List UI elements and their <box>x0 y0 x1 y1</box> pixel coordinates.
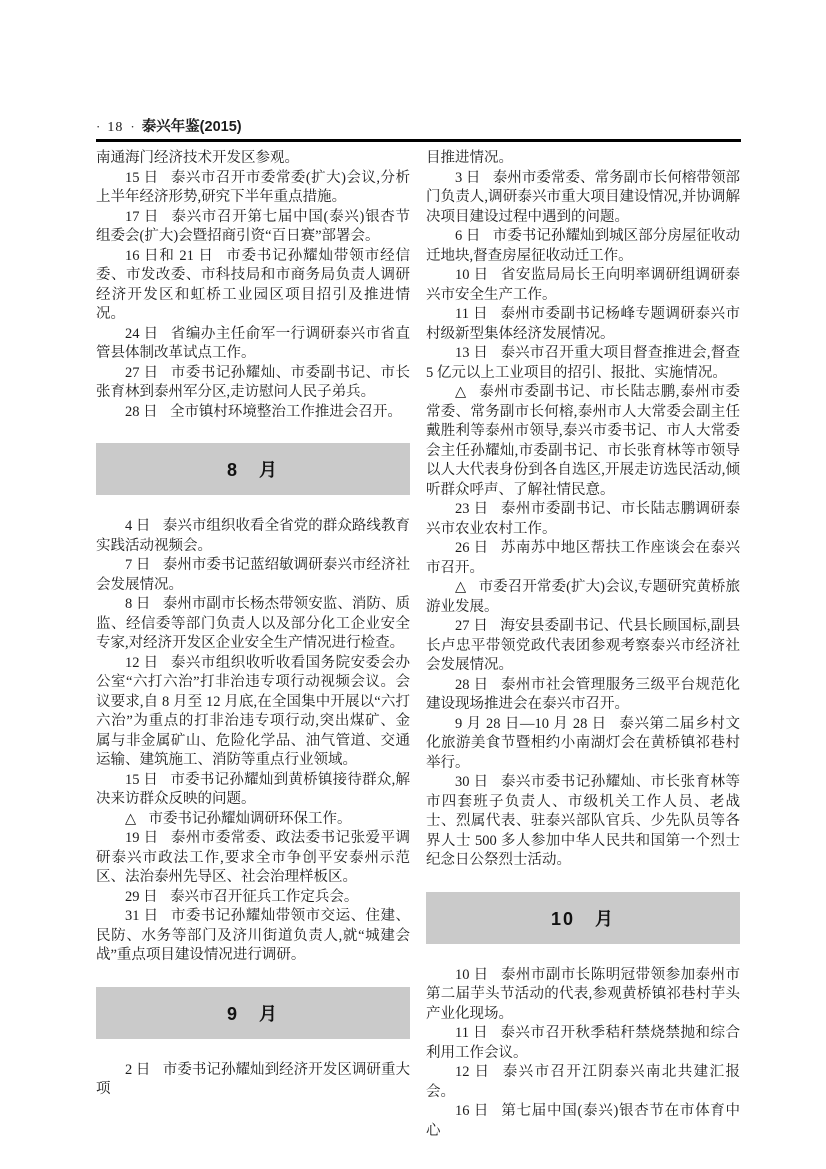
chronicle-entry <box>426 773 740 871</box>
chronicle-entry <box>426 539 740 578</box>
page-content <box>96 149 741 1141</box>
entry-text: 泰兴市组织收看全省党的群众路线教育实践活动视频会。 <box>96 518 411 554</box>
entry-date: 19 日 <box>125 830 159 846</box>
entry-date: 27 日 <box>125 364 159 381</box>
entry-text: 泰州市副市长杨杰带领安监、消防、质监、经信委等部门负责人以及部分化工企业安全专家,对经济开发区企业安全生产情况进行检查。 <box>96 596 411 651</box>
entry-date: 23 日 <box>455 501 489 517</box>
entry-text: 泰州市委书记蓝绍敏调研泰兴市经济社会发展情况。 <box>96 557 411 593</box>
entry-date: 17 日 <box>125 208 160 225</box>
entry-text: 市委书记孙耀灿带领市交运、住建、民防、水务等部门及济川街道负责人,就“城建会战”重点项目建设情况进行调研。 <box>96 908 411 963</box>
entry-date: 28 日 <box>455 676 489 693</box>
chronicle-entry <box>96 325 410 364</box>
chronicle-entry <box>426 1063 740 1102</box>
entry-date: 4 日 <box>125 518 151 534</box>
entry-date: △ <box>455 579 467 595</box>
entry-text: 市委召开常委(扩大)会议,专题研究黄桥旅游业发展。 <box>426 579 741 615</box>
page-number: 18 <box>107 120 124 135</box>
entry-text: 泰兴市召开重大项目督查推进会,督查 5 亿元以上工业项目的招引、报批、实施情况。 <box>426 345 741 381</box>
entry-text: 泰州市委副书记、市长陆志鹏调研泰兴市农业农村工作。 <box>426 501 741 537</box>
entry-date: 12 日 <box>125 654 159 671</box>
book-title: 泰兴年鉴(2015) <box>141 119 242 135</box>
right-column <box>426 149 740 1141</box>
entry-date: △ <box>125 810 137 827</box>
chronicle-entry <box>426 383 740 500</box>
month-header: 8 月 <box>96 443 410 495</box>
entry-date: 16 日 <box>455 1103 490 1119</box>
entry-text: 泰州市委副书记杨峰专题调研泰兴市村级新型集体经济发展情况。 <box>426 306 741 342</box>
chronicle-entry <box>96 654 410 771</box>
entry-text: 省安监局局长王向明率调研组调研泰兴市安全生产工作。 <box>426 267 741 303</box>
entry-date: 24 日 <box>125 325 159 342</box>
entry-text: 市委书记孙耀灿、市委副书记、市长张育林到泰州军分区,走访慰问人民子弟兵。 <box>96 364 411 400</box>
entry-text: 泰兴第二届乡村文化旅游美食节暨相约小南湖灯会在黄桥镇祁巷村举行。 <box>426 715 740 771</box>
entry-text: 南通海门经济技术开发区参观。 <box>96 150 299 166</box>
entry-date: 9 月 28 日—10 月 28 日 <box>455 715 607 732</box>
chronicle-entry <box>426 1024 740 1063</box>
header-dot: · <box>96 119 101 134</box>
entry-text: 泰州市社会管理服务三级平台规范化建设现场推进会在泰兴市召开。 <box>426 676 741 712</box>
chronicle-entry <box>96 247 410 325</box>
chronicle-entry <box>96 364 410 403</box>
entry-date: 16 日和 21 日 <box>125 247 214 264</box>
entry-text: 第七届中国(泰兴)银杏节在市体育中心 <box>426 1103 741 1139</box>
entry-date: 8 日 <box>125 596 151 612</box>
chronicle-entry <box>426 1102 740 1141</box>
chronicle-entry <box>96 208 410 247</box>
entry-date: 3 日 <box>455 169 481 186</box>
entry-text: 泰兴市召开第七届中国(泰兴)银杏节组委会(扩大)会暨招商引资“百日赛”部署会。 <box>96 208 411 244</box>
entry-text: 苏南苏中地区帮扶工作座谈会在泰兴市召开。 <box>426 540 741 576</box>
entry-date: 15 日 <box>125 771 159 788</box>
chronicle-entry <box>426 715 740 774</box>
entry-text: 泰兴市召开江阴泰兴南北共建汇报会。 <box>426 1064 741 1100</box>
entry-date: 2 日 <box>125 1061 151 1078</box>
entry-text: 全市镇村环境整治工作推进会召开。 <box>169 403 402 420</box>
entry-date: 29 日 <box>125 888 158 905</box>
entry-date: 30 日 <box>455 774 489 790</box>
entry-date: 15 日 <box>125 169 159 186</box>
entry-text: 市委书记孙耀灿到城区部分房屋征收动迁地块,督查房屋征收动迁工作。 <box>426 228 741 264</box>
entry-text: 泰兴市召开秋季秸秆禁烧禁抛和综合利用工作会议。 <box>426 1025 741 1061</box>
chronicle-entry <box>426 617 740 676</box>
entry-text: 泰兴市召开市委常委(扩大)会议,分析上半年经济形势,研究下半年重点措施。 <box>96 169 411 205</box>
chronicle-entry <box>426 500 740 539</box>
entry-continuation <box>426 149 740 169</box>
entry-text: 市委书记孙耀灿调研环保工作。 <box>148 810 352 827</box>
entry-text: 市委书记孙耀灿到黄桥镇接待群众,解决来访群众反映的问题。 <box>96 771 411 807</box>
entry-date: 11 日 <box>455 1025 489 1041</box>
entry-date: 27 日 <box>455 618 489 634</box>
entry-text: 省编办主任俞军一行调研泰兴市省直管县体制改革试点工作。 <box>96 325 411 361</box>
entry-date: 7 日 <box>125 557 151 573</box>
entry-text: 海安县委副书记、代县长顾国标,副县长卢忠平带领党政代表团参观考察泰兴市经济社会发展情况。 <box>426 618 741 673</box>
month-header: 9 月 <box>96 987 410 1039</box>
entry-date: 12 日 <box>455 1064 491 1080</box>
entry-continuation <box>96 149 410 169</box>
chronicle-entry <box>96 517 410 556</box>
entry-date: 10 日 <box>455 966 489 983</box>
left-column <box>96 149 410 1141</box>
chronicle-entry <box>426 966 740 1025</box>
header-rule <box>96 139 741 142</box>
chronicle-entry <box>96 810 410 830</box>
entry-date: 31 日 <box>125 908 159 924</box>
chronicle-entry <box>426 227 740 266</box>
chronicle-entry <box>426 676 740 715</box>
chronicle-entry <box>426 169 740 228</box>
entry-text: 泰州市委常委、常务副市长何榕带领部门负责人,调研泰兴市重大项目建设情况,并协调解决项目建设过程中遇到的问题。 <box>426 169 741 225</box>
chronicle-entry <box>426 266 740 305</box>
chronicle-entry <box>96 595 410 654</box>
chronicle-entry <box>426 305 740 344</box>
entry-date: 6 日 <box>455 228 481 244</box>
entry-date: 10 日 <box>455 267 489 283</box>
entry-date: △ <box>455 384 467 400</box>
chronicle-entry <box>96 403 410 423</box>
chronicle-entry <box>96 771 410 810</box>
entry-text: 泰兴市组织收听收看国务院安委会办公室“六打六治”打非治违专项行动视频会议。会议要求,自 8 月至 12 月底,在全国集中开展以“六打六治”为重点的打非治违专项行动,突出煤矿、金属与非金属矿山、危险化学品、油气管道、交通运输、建筑施工、消防等重点行业领域。 <box>96 654 411 768</box>
entry-date: 26 日 <box>455 540 489 556</box>
entry-text: 目推进情况。 <box>426 150 513 166</box>
entry-text: 泰州市委常委、政法委书记张爱平调研泰兴市政法工作,要求全市争创平安泰州示范区、法治泰州先导区、社会治理样板区。 <box>96 830 411 885</box>
chronicle-entry <box>426 344 740 383</box>
entry-text: 市委书记孙耀灿到经济开发区调研重大项 <box>96 1061 411 1097</box>
running-head <box>96 118 740 137</box>
entry-text: 泰兴市委书记孙耀灿、市长张育林等市四套班子负责人、市级机关工作人员、老战士、烈属代表、驻泰兴部队官兵、少先队员等各界人士 500 多人参加中华人民共和国第一个烈士纪念日公祭烈士活动。 <box>426 774 741 868</box>
chronicle-entry <box>426 578 740 617</box>
chronicle-entry <box>96 829 410 888</box>
entry-text: 泰州市副市长陈明冠带领参加泰州市第二届芋头节活动的代表,参观黄桥镇祁巷村芋头产业化现场。 <box>426 966 741 1022</box>
entry-text: 泰兴市召开征兵工作定兵会。 <box>169 888 359 905</box>
entry-date: 11 日 <box>455 306 489 322</box>
chronicle-entry <box>96 1061 410 1100</box>
entry-text: 泰州市委副书记、市长陆志鹏,泰州市委常委、常务副市长何榕,泰州市人大常委会副主任戴胜利等泰州市领导,泰兴市委书记、市人大常委会主任孙耀灿,市委副书记、市长张育林等市领导以人大代表身份到各自选区,开展走访选民活动,倾听群众呼声、了解社情民意。 <box>426 384 741 498</box>
chronicle-entry <box>96 888 410 908</box>
header-dot: · <box>130 119 135 134</box>
entry-date: 28 日 <box>125 403 158 420</box>
month-header: 10 月 <box>426 892 740 944</box>
chronicle-entry <box>96 907 410 966</box>
chronicle-entry <box>96 169 410 208</box>
chronicle-entry <box>96 556 410 595</box>
entry-date: 13 日 <box>455 345 489 361</box>
entry-text: 市委书记孙耀灿带领市经信委、市发改委、市科技局和市商务局负责人调研经济开发区和虹桥工业园区项目招引及推进情况。 <box>96 247 411 322</box>
